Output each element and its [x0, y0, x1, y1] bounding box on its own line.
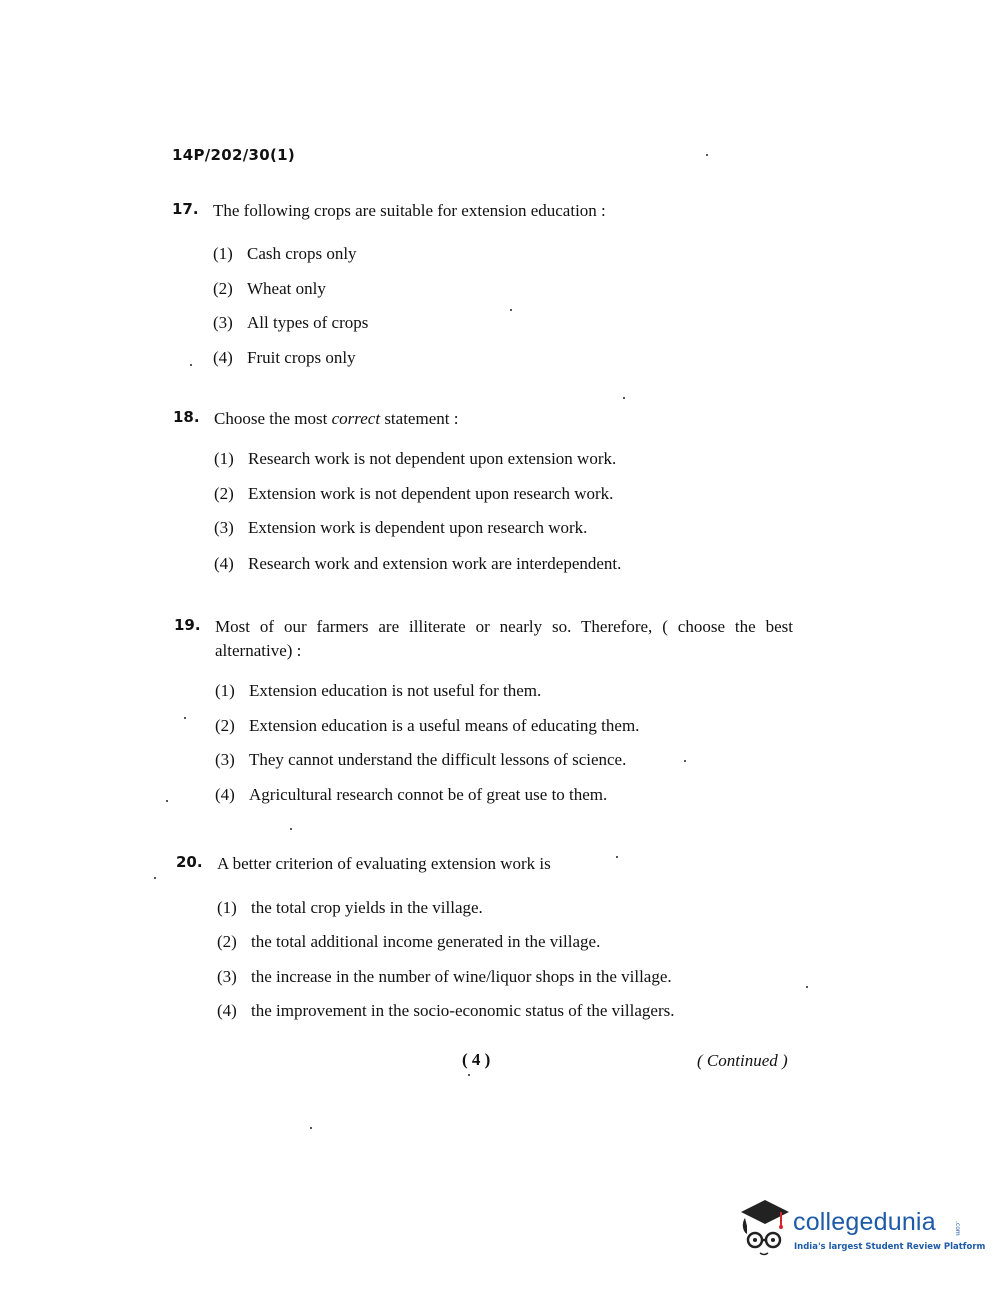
question-number: 20. — [176, 853, 203, 871]
option-3: (3) Extension work is dependent upon research work. — [214, 518, 588, 537]
question-text: Most of our farmers are illiterate or nearly so. Therefore, ( choose the best alternative) : — [215, 617, 793, 660]
emphasis-word: correct — [331, 409, 381, 428]
scan-speck — [310, 1127, 312, 1129]
scan-speck — [166, 800, 168, 802]
question-text: The following crops are suitable for extension education : — [213, 201, 606, 220]
option-1: (1) Research work is not dependent upon extension work. — [214, 449, 617, 468]
scan-speck — [616, 856, 618, 858]
continued-label: ( Continued ) — [697, 1051, 788, 1070]
option-4: (4) the improvement in the socio-economic status of the villagers. — [217, 1001, 675, 1020]
question-number: 19. — [174, 616, 201, 634]
question-number: 17. — [172, 200, 199, 218]
scan-speck — [706, 154, 708, 156]
option-2: (2) Extension education is a useful means of educating them. — [215, 716, 640, 735]
logo-dotcom: .com — [954, 1221, 961, 1236]
question-text: A better criterion of evaluating extension work is — [217, 854, 551, 873]
logo-tagline: India's largest Student Review Platform — [794, 1242, 986, 1252]
scan-speck — [290, 828, 292, 830]
page-number: ( 4 ) — [462, 1050, 491, 1069]
collegedunia-logo — [735, 1196, 986, 1258]
mascot-icon — [735, 1196, 793, 1258]
option-4: (4) Agricultural research connot be of great use to them. — [215, 785, 608, 804]
scan-speck — [190, 364, 192, 366]
question-text: Choose the most correct statement : — [214, 409, 459, 428]
scan-speck — [623, 397, 625, 399]
logo-wordmark: collegedunia — [793, 1208, 936, 1236]
scan-speck — [806, 986, 808, 988]
option-2: (2) Extension work is not dependent upon research work. — [214, 484, 614, 503]
option-3: (3) They cannot understand the difficult lessons of science. — [215, 750, 627, 769]
option-2: (2) Wheat only — [213, 279, 326, 298]
scan-speck — [184, 717, 186, 719]
option-1: (1) Cash crops only — [213, 244, 357, 263]
option-3: (3) All types of crops — [213, 313, 369, 332]
scan-speck — [154, 877, 156, 879]
scan-speck — [468, 1074, 470, 1076]
scan-speck — [510, 309, 512, 311]
option-4: (4) Fruit crops only — [213, 348, 356, 367]
option-2: (2) the total additional income generated in the village. — [217, 932, 601, 951]
scan-speck — [684, 760, 686, 762]
paper-code: 14P/202/30(1) — [172, 146, 296, 164]
question-number: 18. — [173, 408, 200, 426]
option-3: (3) the increase in the number of wine/liquor shops in the village. — [217, 967, 672, 986]
option-4: (4) Research work and extension work are interdependent. — [214, 554, 622, 573]
option-1: (1) Extension education is not useful for them. — [215, 681, 542, 700]
option-1: (1) the total crop yields in the village. — [217, 898, 483, 917]
